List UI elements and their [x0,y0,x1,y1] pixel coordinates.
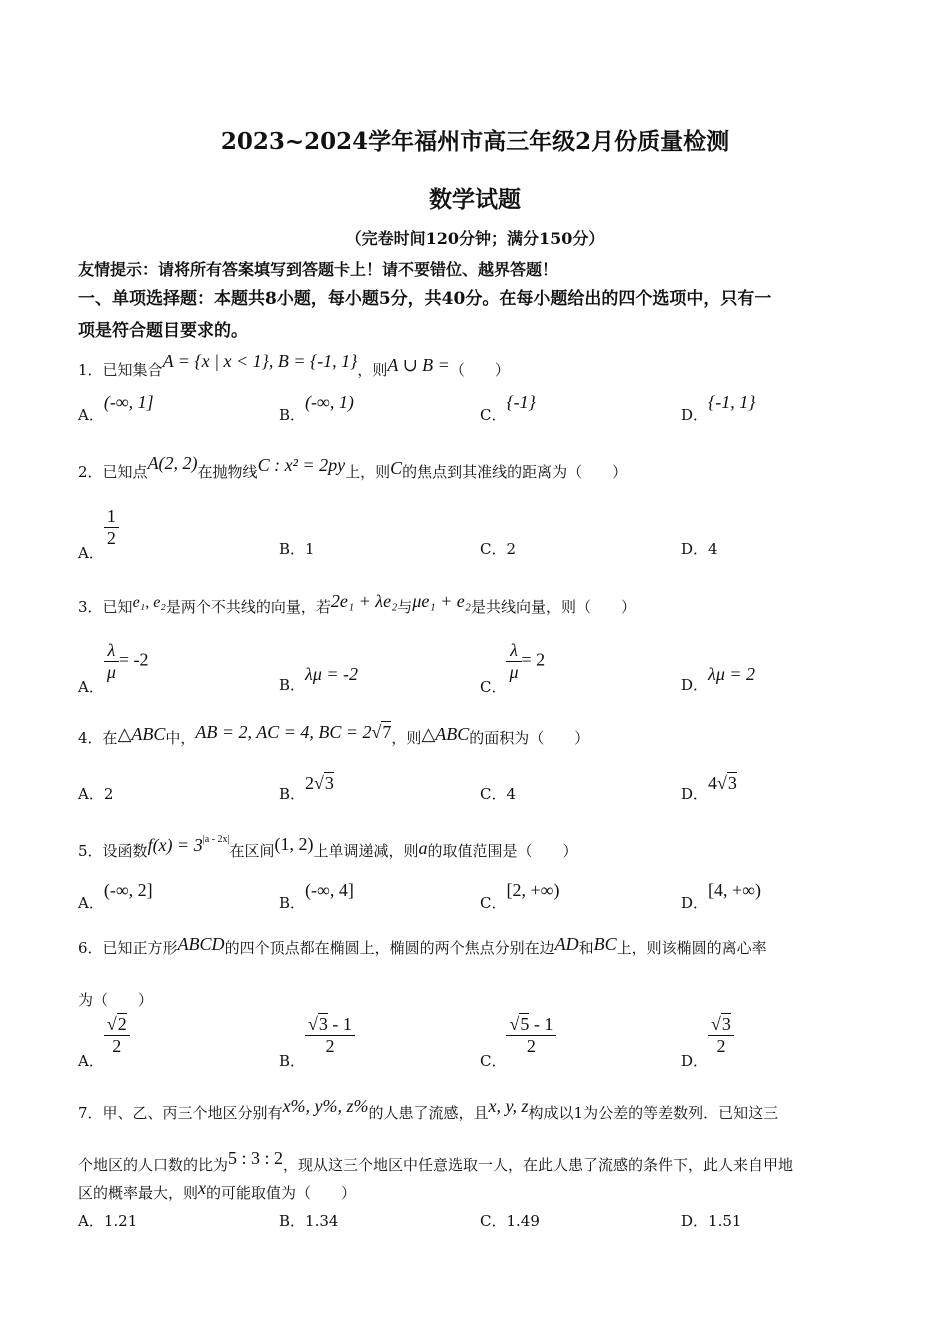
option-label: B． [279,785,306,803]
question-2-stem [78,453,628,482]
option-label: A． [78,406,104,424]
question-6-stem [78,934,767,958]
q1-option-a[interactable] [78,392,154,425]
question-number: 5． [78,842,103,860]
q3-option-c[interactable] [480,640,546,696]
stem-math: x%, y%, z% [282,1096,369,1116]
sqrt-radicand: 5 [520,1014,530,1034]
numerator: λ [510,640,518,660]
option-text: 2 [103,785,114,803]
stem-text: 的人患了流感，且 [368,1104,489,1122]
stem-text: 上，则该椭圆的离心率 [616,939,767,957]
section1-heading-line2: 项是符合题目要求的。 [78,321,248,341]
stem-math: A(2, 2) [147,453,198,473]
stem-text: 的取值范围是（ ） [427,842,578,860]
denominator: 2 [708,1035,734,1057]
question-number: 4． [78,729,103,747]
option-label: C． [480,785,507,803]
sqrt-sign: √ [308,1014,318,1034]
sqrt-sign: √ [717,773,727,793]
option-coef: 2 [305,773,315,793]
option-label: A． [78,1212,104,1230]
q7-option-c[interactable] [480,1210,540,1231]
option-label: B． [279,1051,306,1070]
stem-math: A ∪ B = [387,355,450,375]
option-label: D． [681,785,709,803]
question-4-stem [78,722,590,748]
q1-option-c[interactable] [480,392,536,425]
option-text: 1.51 [708,1212,742,1230]
sqrt-radicand: 3 [727,773,737,793]
option-coef: 4 [708,773,718,793]
stem-text: 甲、乙、丙三个地区分别有 [102,1104,283,1122]
option-math: λμ = -2 [305,664,359,684]
option-math: {-1, 1} [708,392,756,412]
option-text: 1.49 [506,1212,540,1230]
option-label: A． [78,894,104,912]
denominator: μ [104,661,119,683]
stem-text: 在区间 [229,842,275,860]
option-math: (-∞, 4] [305,880,354,900]
sqrt-sign: √ [509,1014,520,1034]
option-label: C． [480,677,507,696]
option-label: B． [279,676,306,694]
exam-title: 2023~2024学年福州市高三年级2月份质量检测 [220,128,730,155]
option-label: A． [78,1051,104,1070]
question-6-stem-line2: 为（ ） [78,991,154,1009]
subject-title: 数学试题 [429,186,521,213]
numerator: λ [107,640,116,660]
option-label: D． [681,1051,709,1070]
q5-option-b[interactable] [279,880,354,912]
exam-info: （完卷时间120分钟；满分150分） [345,229,605,248]
stem-text: ，则 [357,361,388,379]
stem-text: 构成以1为公差的等差数列．已知这三 [528,1104,779,1122]
stem-text: 上，则 [345,463,391,481]
stem-math: AB = 2, AC = 4, BC = 2 [195,722,372,742]
option-fraction [104,1014,130,1057]
option-label: A． [78,677,104,696]
numerator-tail: - 1 [327,1014,352,1034]
stem-text: 在 [102,729,118,747]
stem-text: ，现从这三个地区中任意选取一人，在此人患了流感的条件下，此人来自甲地 [283,1156,794,1174]
option-label: B． [279,894,306,912]
q7-option-a[interactable] [78,1210,137,1231]
q2-option-c[interactable] [480,538,516,559]
option-text: 1.21 [103,1212,138,1230]
stem-math: a [418,838,428,858]
stem-math: △ABC [421,724,470,744]
reminder: 友情提示：请将所有答案填写到答题卡上！请不要错位、越界答题！ [78,260,559,279]
q5-option-d[interactable] [681,880,762,912]
option-label: D． [681,894,709,912]
option-math: {-1} [506,392,536,412]
stem-text: 区的概率最大，则 [78,1184,199,1202]
option-math: (-∞, 1) [305,392,354,412]
q4-option-a[interactable] [78,783,113,804]
stem-math: ABCD [177,934,225,954]
stem-text: 个地区的人口数的比为 [78,1156,229,1174]
stem-math: A = {x | x < 1}, B = {-1, 1} [162,351,358,371]
option-fraction [104,640,119,683]
stem-math: (1, 2) [274,834,314,854]
stem-math: x, y, z [488,1096,529,1116]
numerator [104,1014,130,1035]
option-fraction [506,1014,556,1057]
option-fraction [305,1014,355,1057]
q3-option-d[interactable] [681,664,756,694]
stem-text: 设函数 [102,842,148,860]
option-label: D． [681,1212,709,1230]
option-math: [2, +∞) [506,880,560,900]
question-3-stem [78,591,637,617]
stem-math: C : x² = 2py [257,455,346,475]
sqrt-radicand: 3 [318,1014,328,1034]
question-number: 2． [78,463,103,481]
numerator [305,1014,355,1035]
q6-option-d[interactable] [681,1014,734,1070]
numerator-tail: - 1 [529,1014,554,1034]
option-label: D． [681,406,709,424]
q6-option-c[interactable] [480,1014,556,1070]
stem-text: 是共线向量，则（ ） [471,598,637,616]
stem-text: 已知正方形 [102,939,178,957]
option-tail: = -2 [118,649,149,670]
option-label: B． [279,406,306,424]
question-number: 7． [78,1104,103,1122]
stem-text: 中， [165,729,196,747]
sqrt-radicand: 3 [721,1014,731,1034]
option-label: C． [480,1212,507,1230]
stem-exponent: |a - 2x| [202,834,230,845]
stem-text: 已知集合 [102,361,163,379]
option-label: D． [681,540,709,558]
stem-text: 在抛物线 [197,463,258,481]
sqrt-radicand: 3 [324,773,334,793]
stem-text: 已知点 [102,463,148,481]
option-label: C． [480,894,507,912]
option-fraction [104,506,119,549]
q6-option-a[interactable] [78,1014,130,1070]
option-text: 4 [708,540,718,558]
q4-option-b[interactable] [279,773,334,803]
q2-option-a[interactable] [78,506,119,562]
question-5-stem [78,834,578,861]
stem-text: 的面积为（ ） [469,729,590,747]
q4-option-d[interactable] [681,773,737,803]
question-7-stem [78,1096,779,1123]
stem-text: 的四个顶点都在椭圆上，椭圆的两个焦点分别在边 [224,939,555,957]
sqrt-sign: √ [314,773,324,793]
question-number: 1． [78,361,103,379]
denominator: 2 [104,527,119,549]
stem-text: 是两个不共线的向量，若 [165,598,331,616]
stem-text: 已知 [102,598,133,616]
q1-option-d[interactable] [681,392,756,425]
stem-math: AD [554,934,579,954]
q2-option-b[interactable] [279,538,315,559]
option-label: C． [480,1051,507,1070]
question-7-stem-line3 [78,1178,357,1203]
option-text: 4 [506,785,517,803]
sqrt-sign: √ [711,1014,721,1034]
stem-text: 和 [578,939,594,957]
q7-option-b[interactable] [279,1210,338,1231]
option-label: B． [279,540,306,558]
stem-math: μe₁ + e₂ [412,591,472,611]
q7-option-d[interactable] [681,1210,741,1231]
option-math: [4, +∞) [708,880,762,900]
option-label: A． [78,543,104,562]
option-math: (-∞, 1] [103,392,154,412]
denominator: 2 [104,1035,130,1057]
stem-text: 的可能取值为（ ） [206,1184,357,1202]
stem-text: ，则 [391,729,422,747]
option-fraction [506,640,521,683]
stem-text: 上单调递减，则 [313,842,419,860]
q2-option-d[interactable] [681,538,718,559]
q6-option-b[interactable] [279,1014,355,1070]
question-number: 3． [78,598,103,616]
denominator: 2 [305,1035,355,1057]
sqrt-radicand: 7 [382,722,392,742]
q5-option-c[interactable] [480,880,560,912]
option-text: 1.34 [305,1212,339,1230]
q3-option-b[interactable] [279,664,359,694]
stem-math: f(x) = 3 [147,835,203,855]
numerator [506,1014,556,1035]
q3-option-a[interactable] [78,640,149,696]
option-label: D． [681,676,709,694]
stem-math: BC [593,934,617,954]
option-label: C． [480,540,507,558]
stem-math: C [390,458,403,478]
option-tail: = 2 [521,649,546,670]
stem-math: x [198,1178,207,1198]
sqrt-sign: √ [371,722,382,742]
numerator [708,1014,734,1035]
stem-math: 5 : 3 : 2 [228,1148,284,1168]
denominator: μ [506,661,521,683]
option-math: (-∞, 2] [103,880,153,900]
denominator: 2 [506,1035,556,1057]
option-label: A． [78,785,104,803]
section1-heading-line1: 一、单项选择题：本题共8小题，每小题5分，共40分。在每小题给出的四个选项中，只有一 [78,289,772,309]
question-number: 6． [78,939,103,957]
q5-option-a[interactable] [78,880,153,912]
sqrt-radicand: 2 [117,1014,127,1034]
question-7-stem-line2 [78,1148,794,1175]
q1-option-b[interactable] [279,392,354,425]
option-math: λμ = 2 [708,664,756,684]
stem-math: 2e₁ + λe₂ [330,591,398,611]
q4-option-c[interactable] [480,783,516,804]
option-text: 1 [305,540,315,558]
stem-text: 的焦点到其准线的距离为（ ） [402,463,628,481]
option-label: C． [480,406,507,424]
option-label: B． [279,1212,306,1230]
numerator: 1 [106,506,116,526]
stem-math: e₁, e₂ [132,594,166,611]
option-text: 2 [506,540,517,558]
option-fraction [708,1014,734,1057]
stem-text: 与 [397,598,413,616]
sqrt-sign: √ [106,1014,117,1034]
stem-text: （ ） [449,361,510,379]
stem-math: △ABC [117,724,166,744]
question-1-stem [78,351,510,380]
